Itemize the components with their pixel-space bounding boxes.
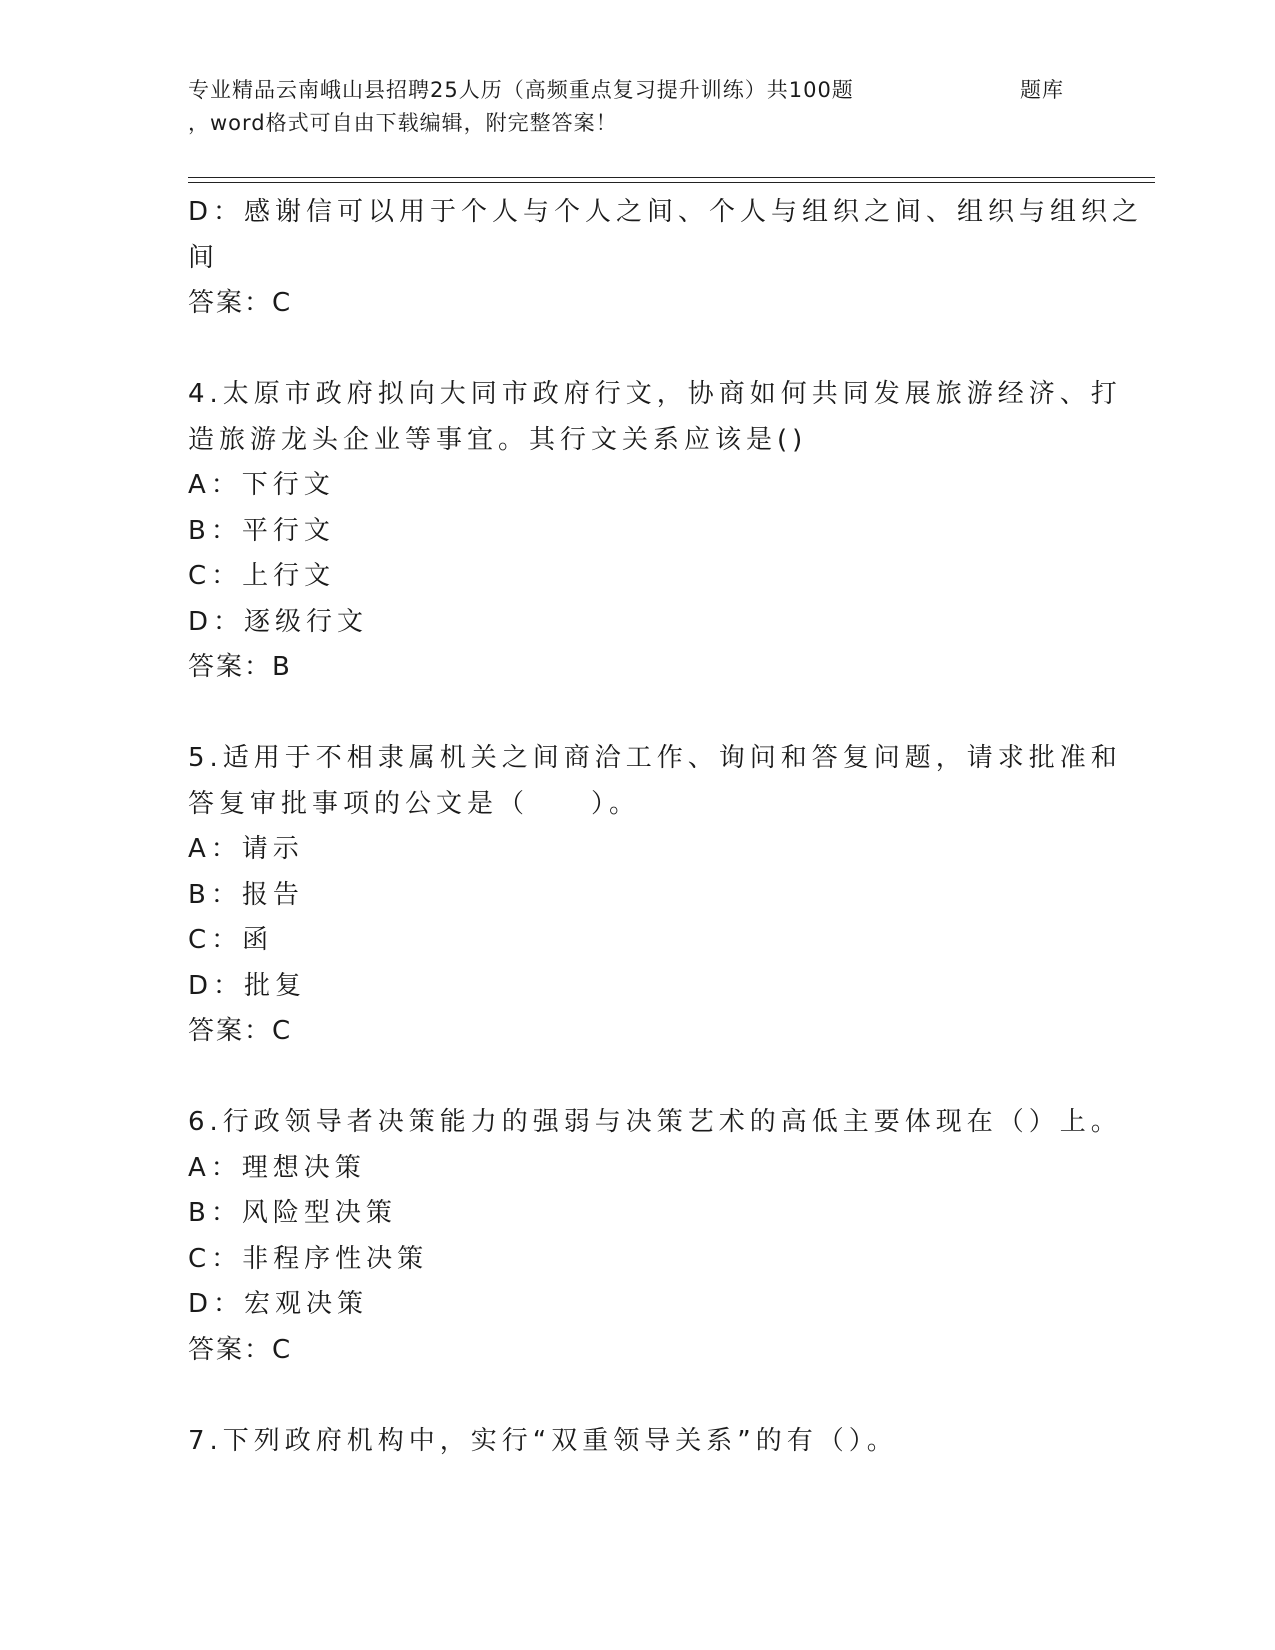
option-b: B：平行文 [188, 515, 335, 546]
option-a: A：请示 [188, 834, 304, 864]
header-title: 专业精品云南峨山县招聘25人历（高频重点复习提升训练）共100题 [188, 78, 854, 102]
question-stem: 6.行政领导者决策能力的强弱与决策艺术的高低主要体现在（）上。 [188, 1107, 1122, 1137]
option-a: A：下行文 [188, 470, 335, 500]
question-stem: 4.太原市政府拟向大同市政府行文，协商如何共同发展旅游经济、打 [188, 379, 1122, 409]
question-stem: 7.下列政府机构中，实行“双重领导关系”的有（）。 [188, 1425, 898, 1456]
option-c: C：上行文 [188, 561, 336, 591]
spacer [188, 691, 1088, 737]
question-stem-continued: 答复审批事项的公文是（ ）。 [188, 788, 641, 819]
spacer [188, 1373, 1088, 1419]
question-5 [188, 736, 1122, 1055]
option-d: D：感谢信可以用于个人与个人之间、个人与组织之间、组织与组织之 [188, 197, 1144, 227]
option-d: D：宏观决策 [188, 1289, 369, 1319]
answer: 答案：C [188, 1016, 293, 1046]
option-c: C：函 [188, 925, 274, 955]
question-list [188, 190, 1144, 1464]
question-stem-continued: 造旅游龙头企业等事宜。其行文关系应该是() [188, 424, 808, 455]
option-d: D：逐级行文 [188, 606, 369, 637]
question-6 [188, 1100, 1122, 1373]
option-d-continued: 间 [188, 242, 220, 273]
document-header [188, 74, 1148, 140]
spacer [188, 1055, 1088, 1101]
option-d: D：批复 [188, 970, 307, 1001]
answer: 答案：C [188, 1334, 293, 1365]
option-b: B：风险型决策 [188, 1198, 397, 1228]
question-7 [188, 1419, 1088, 1465]
header-divider-top [188, 177, 1155, 178]
spacer [188, 327, 1088, 373]
header-subtitle: ，word格式可自由下载编辑，附完整答案！ [188, 111, 618, 135]
header-divider-bottom [188, 182, 1155, 183]
header-tag: 题库 [1020, 78, 1064, 102]
question-4 [188, 372, 1122, 691]
option-c: C：非程序性决策 [188, 1243, 429, 1274]
question-3-tail [188, 190, 1144, 327]
answer: 答案：B [188, 652, 292, 682]
question-stem: 5.适用于不相隶属机关之间商洽工作、询问和答复问题，请求批准和 [188, 743, 1122, 773]
option-b: B：报告 [188, 879, 304, 910]
option-a: A：理想决策 [188, 1152, 366, 1183]
answer: 答案：C [188, 288, 293, 318]
